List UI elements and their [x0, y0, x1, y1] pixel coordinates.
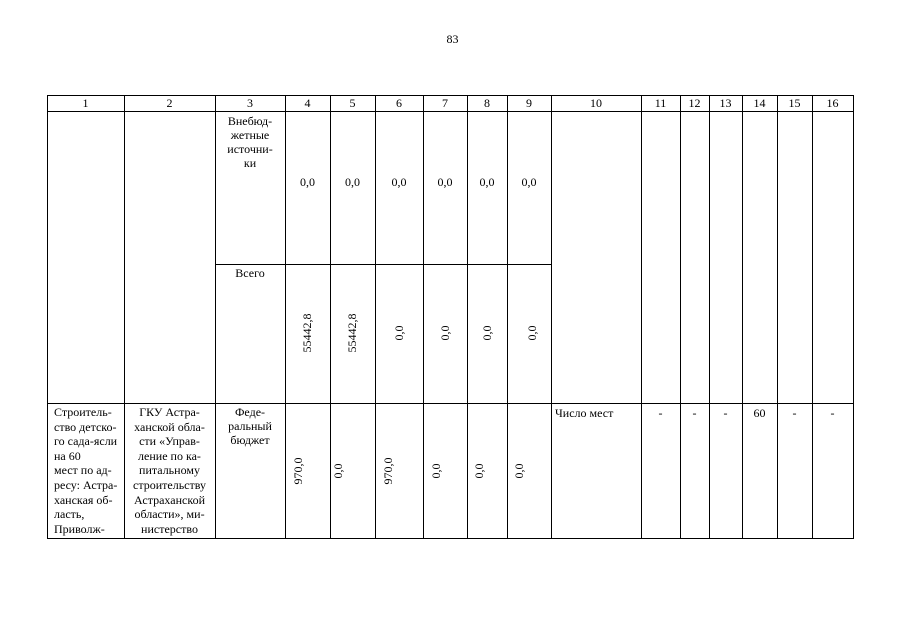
header-col-3: 3 — [247, 96, 253, 110]
header-col-2: 2 — [166, 96, 173, 110]
col-border-15 — [812, 95, 813, 539]
federal-val-9: 0,0 — [512, 463, 526, 479]
executor-name: ГКУ Астра- ханской обла- сти «Управ- ление по ка- питальному строительству Астраханской области», ми- нистерство — [133, 405, 206, 536]
extrabudget-val-8: 0,0 — [479, 175, 495, 189]
total-val-9: 0,0 — [525, 325, 539, 341]
header-col-8: 8 — [484, 96, 490, 110]
table-bottom-border — [47, 538, 853, 539]
header-col-15: 15 — [788, 96, 801, 110]
federal-val-5: 0,0 — [331, 463, 345, 479]
total-val-8: 0,0 — [480, 325, 494, 341]
header-col-16: 16 — [826, 96, 839, 110]
federal-col-11: - — [658, 406, 663, 420]
federal-val-8: 0,0 — [472, 463, 486, 479]
federal-col-14: 60 — [753, 406, 766, 420]
total-val-4: 55442,8 — [300, 313, 314, 353]
header-col-12: 12 — [688, 96, 701, 110]
extrabudget-val-4: 0,0 — [300, 175, 315, 189]
extrabudget-val-6: 0,0 — [391, 175, 407, 189]
col-border-16 — [853, 95, 854, 539]
col-border-6 — [423, 95, 424, 539]
header-col-1: 1 — [82, 96, 89, 110]
extrabudget-val-9: 0,0 — [521, 175, 537, 189]
header-col-9: 9 — [526, 96, 532, 110]
col-border-8 — [507, 95, 508, 539]
extrabudget-val-7: 0,0 — [437, 175, 453, 189]
header-col-11: 11 — [654, 96, 667, 110]
total-val-6: 0,0 — [392, 325, 406, 341]
federal-col-15: - — [792, 406, 797, 420]
col-border-7 — [467, 95, 468, 539]
col-border-14 — [777, 95, 778, 539]
col-border-10 — [641, 95, 642, 539]
header-col-7: 7 — [442, 96, 448, 110]
header-col-13: 13 — [719, 96, 732, 110]
total-val-5: 55442,8 — [345, 313, 359, 353]
col-border-13 — [742, 95, 743, 539]
extrabudget-val-5: 0,0 — [345, 175, 360, 189]
col-border-11 — [680, 95, 681, 539]
federal-label: Феде- ральный бюджет — [228, 405, 272, 447]
federal-col-12: - — [692, 406, 697, 420]
col-border-3 — [285, 95, 286, 539]
extrabudget-label: Внебюд- жетные источни- ки — [227, 114, 273, 170]
col-border-12 — [709, 95, 710, 539]
total-val-7: 0,0 — [438, 325, 452, 341]
federal-val-7: 0,0 — [429, 463, 443, 479]
total-label: Всего — [235, 266, 265, 280]
col-border-0 — [47, 95, 48, 539]
col-border-5 — [375, 95, 376, 539]
federal-col-16: - — [830, 406, 835, 420]
project-name: Строитель- ство детско- го сада-ясли на 60 мест по ад- ресу: Астра- ханская об- ласть, Приволж- — [54, 405, 118, 536]
header-col-5: 5 — [349, 96, 356, 110]
header-col-4: 4 — [304, 96, 311, 110]
federal-col-13: - — [723, 406, 728, 420]
indicator-name: Число мест — [555, 406, 614, 420]
federal-val-4: 970,0 — [291, 457, 305, 485]
col-border-9 — [551, 95, 552, 539]
header-col-14: 14 — [753, 96, 766, 110]
header-col-10: 10 — [590, 96, 602, 110]
row-divider-extrabudget-total — [215, 264, 551, 265]
row-divider-total-federal — [47, 403, 853, 404]
header-col-6: 6 — [396, 96, 402, 110]
federal-val-6: 970,0 — [381, 457, 395, 485]
page-number: 83 — [446, 32, 459, 46]
